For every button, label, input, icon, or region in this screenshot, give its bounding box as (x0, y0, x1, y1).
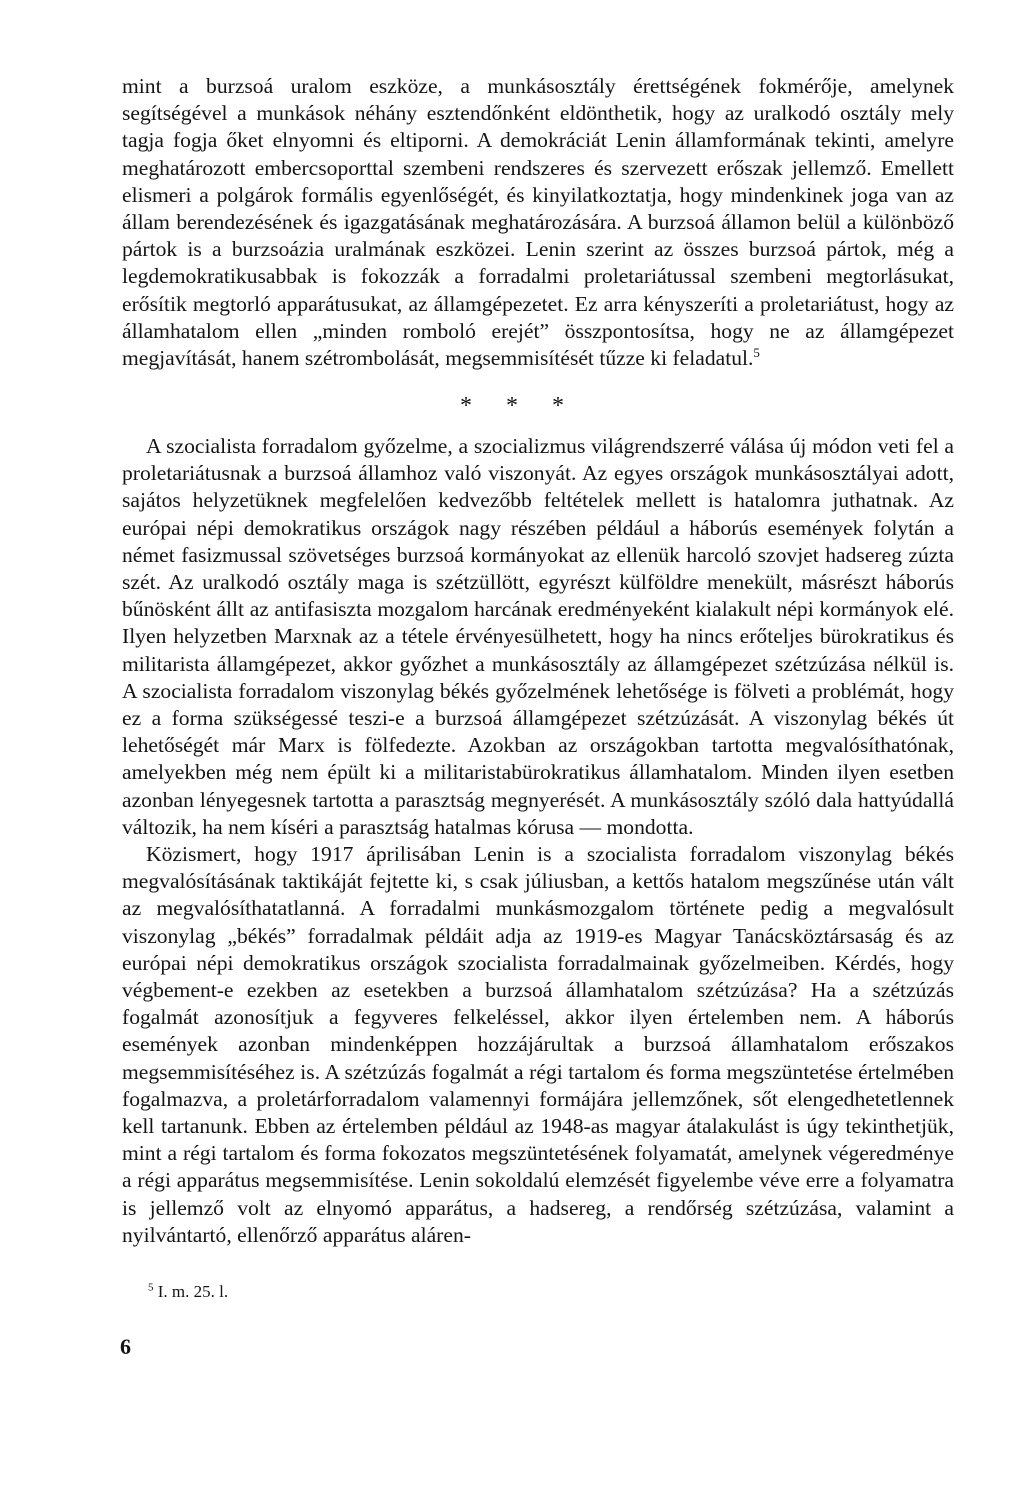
page-number: 6 (120, 1334, 131, 1359)
paragraph (122, 73, 954, 372)
footnote-mark: 5 (148, 1281, 154, 1294)
footnote-text: I. m. 25. l. (157, 1282, 229, 1301)
text-section-top (122, 73, 954, 372)
asterisk: * (460, 393, 472, 419)
paragraph: A szocialista forradalom győzelme, a szocializmus világrendszerré válása új módon veti fel a proletariátusnak a burzsoá államhoz való viszonyát. Az egyes országok munkásosztályai adott, sajátos helyzetüknek megfelelően kedvezőbb feltételek mellett is hatalomra juthatnak. Az európai népi demokratikus országok nagy részében például a háborús események folytán a német fasizmussal szövetséges burzsoá kormányokat az ellenük harcoló szovjet hadsereg zúzta szét. Az uralkodó osztály maga is szétzüllött, egyrészt külföldre menekült, másrészt háborús bűnösként állt az antifasiszta mozgalom harcának eredményeként kialakult népi kormányok elé. Ilyen helyzetben Marxnak az a tétele érvényesülhetett, hogy ha nincs erőteljes bürokratikus és militarista államgépezet, akkor győzhet a munkásosztály az államgépezet szétzúzása nélkül is. A szocialista forradalom viszonylag békés győzelmének lehetősége is fölveti a problémát, hogy ez a forma szükségessé teszi-e a burzsoá államgépezet szétzúzását. A viszonylag békés út lehetőségét már Marx is fölfedezte. Azokban az országokban tartotta megvalósíthatónak, amelyekben még nem épült ki a militaristabürokratikus államhatalom. Minden ilyen esetben azonban lényegesnek tartotta a parasztság megnyerését. A munkásosztály szóló dala hattyúdallá változik, ha nem kíséri a parasztság hatalmas kórusa — mondotta. (122, 434, 954, 839)
paragraph-text: mint a burzsoá uralom eszköze, a munkásosztály érettségének fokmérője, amelynek segítségével a munkások néhány esztendőnként eldönthetik, hogy az uralkodó osztály mely tagja fogja őket elnyomni és eltiporni. A demokráciát Lenin államformának tekinti, amelyre meghatározott embercsoporttal szembeni rendszeres és szervezett erőszak jellemző. Emellett elismeri a polgárok formális egyenlőségét, és kinyilatkoztatja, hogy mindenkinek joga van az állam berendezésének és igazgatásának meghatározására. A burzsoá államon belül a különböző pártok is a burzsoázia uralmának eszközei. Lenin szerint az összes burzsoá pártok, még a legdemokratikusabbak is fokozzák a forradalmi proletariátussal szembeni megtorlásukat, erősítik megtorló apparátusukat, az államgépezetet. Ez arra kényszeríti a proletariátust, hogy az államhatalom ellen „minden romboló erejét” összpontosítsa, hogy ne az államgépezet megjavítását, hanem szétrombolását, megsemmisítését tűzze ki feladatul. (122, 74, 954, 371)
text-section-bottom (122, 433, 954, 1249)
asterisk: * (506, 393, 518, 419)
footnote (148, 1281, 228, 1303)
section-separator (0, 392, 1024, 420)
paragraph: Közismert, hogy 1917 áprilisában Lenin is a szocialista forradalom viszonylag békés megvalósításának taktikáját fejtette ki, s csak júliusban, a kettős hatalom megszűnése után vált az megvalósíthatatlanná. A forradalmi munkásmozgalom története pedig a megvalósult viszonylag „békés” forradalmak példáit adja az 1919-es Magyar Tanácsköztársaság és az európai népi demokratikus országok szocialista forradalmainak győzelmeiben. Kérdés, hogy végbement-e ezekben az esetekben a burzsoá államhatalom szétzúzása? Ha a szétzúzás fogalmát azonosítjuk a fegyveres felkeléssel, akkor ilyen értelemben nem. A háborús események azonban mindenképpen hozzájárultak a burzsoá államhatalom erőszakos megsemmisítéséhez is. A szétzúzás fogalmát a régi tartalom és forma megszüntetése értelmében fogalmazva, a proletárforradalom valamennyi formájára jellemzőnek, sőt elengedhetetlennek kell tartanunk. Ebben az értelemben például az 1948-as magyar átalakulást is úgy tekinthetjük, mint a régi tartalom és forma fokozatos megszüntetésének folyamatát, amelynek végeredménye a régi apparátus megsemmisítése. Lenin sokoldalú elemzését figyelembe véve erre a folyamatra is jellemző volt az elnyomó apparátus, a hadsereg, a rendőrség szétzúzása, valamint a nyilvántartó, ellenőrző apparátus aláren- (122, 842, 954, 1247)
asterisk: * (552, 393, 564, 419)
footnote-reference: 5 (753, 344, 760, 360)
